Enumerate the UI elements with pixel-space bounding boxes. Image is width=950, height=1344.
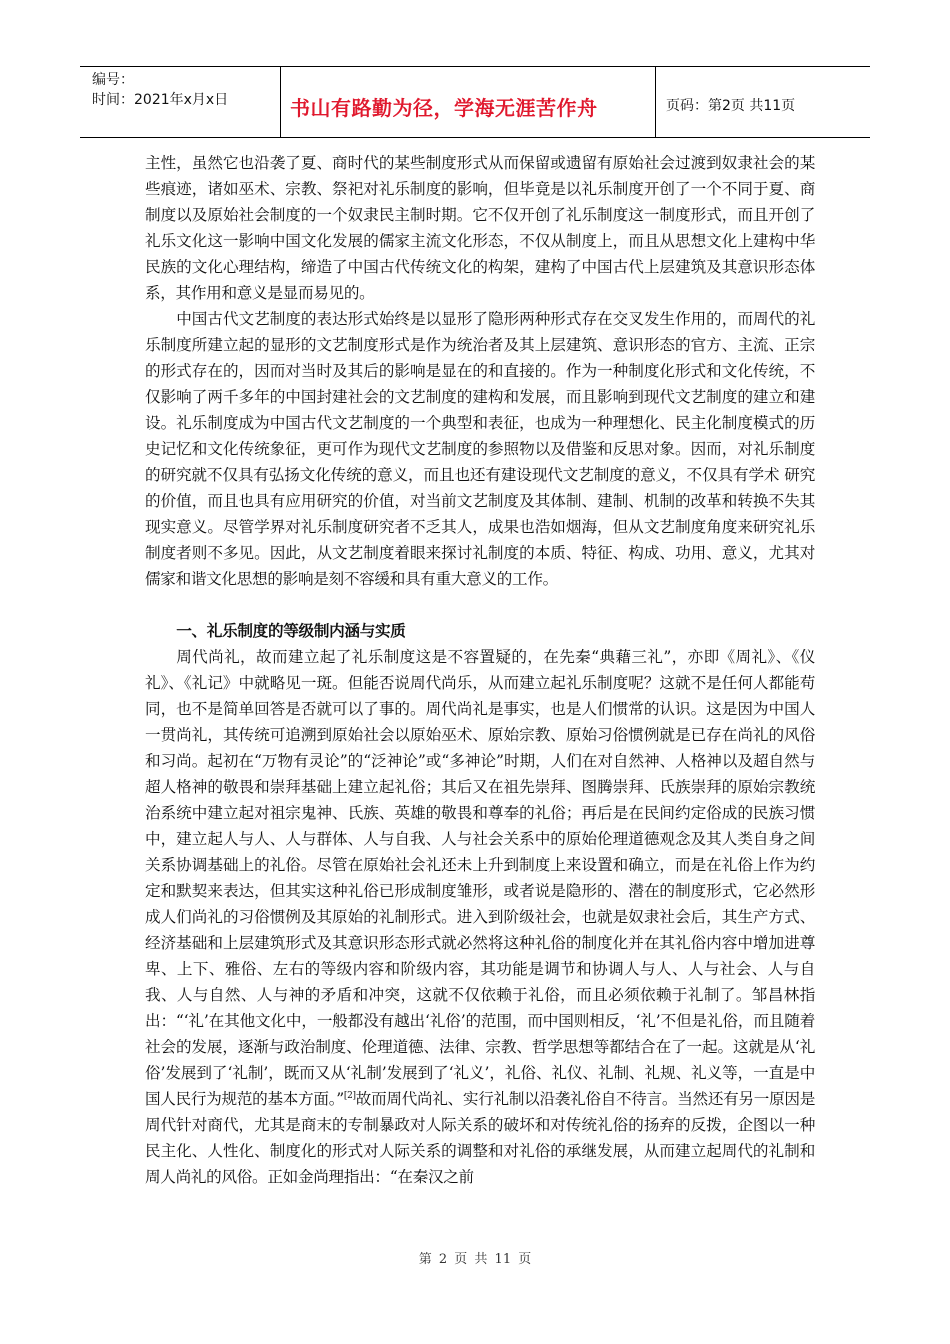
header-motto: 书山有路勤为径，学海无涯苦作舟 xyxy=(290,96,598,120)
section-heading: 一、礼乐制度的等级制内涵与实质 xyxy=(176,622,406,640)
header-time-label: 时间：2021年x月x日 xyxy=(92,92,229,108)
paragraph-literary-system: 中国古代文艺制度的表达形式始终是以显形了隐形两种形式存在交叉发生作用的，而周代的礼乐制度所建立起的显形的文艺制度形式是作为统治者及其上层建筑、意识形态的官方、主流、正宗的形式存在的，因而对当时及其后的影响是显在的和直接的。作为一种制度化形式和文化传统，不仅影响了两千多年的中国封建社会的文艺制度的建构和发展，而且影响到现代文艺制度的建立和建设。礼乐制度成为中国古代文艺制度的一个典型和表征，也成为一种理想化、民主化制度模式的历史记忆和文化传统象征，更可作为现代文艺制度的参照物以及借鉴和反思对象。因而，对礼乐制度的研究就不仅具有弘扬文化传统的意义，而且也还有建设现代文艺制度的意义，不仅具有学术 研究的价值，而且也具有应用研究的价值，对当前文艺制度及其体制、建制、机制的改革和转换不失其现实意义。尽管学界对礼乐制度研究者不乏其人，成果也浩如烟海，但从文艺制度角度来研究礼乐制度者则不多见。因此，从文艺制度着眼来探讨礼制度的本质、特征、构成、功用、意义，尤其对儒家和谐文化思想的影响是刻不容缓和具有重大意义的工作。 xyxy=(145,310,815,588)
page-footer: 第 2 页 共 11 页 xyxy=(418,1252,532,1267)
citation-marker: [2] xyxy=(343,1091,356,1101)
header-top-rule xyxy=(80,66,870,67)
paragraph-continued: 主性，虽然它也沿袭了夏、商时代的某些制度形式从而保留或遗留有原始社会过渡到奴隶社会的某些痕迹，诸如巫术、宗教、祭祀对礼乐制度的影响，但毕竟是以礼乐制度开创了一个不同于夏、商制度以及原始社会制度的一个奴隶民主制时期。它不仅开创了礼乐制度这一制度形式，而且开创了礼乐文化这一影响中国文化发展的儒家主流文化形态，不仅从制度上，而且从思想文化上建构中华民族的文化心理结构，缔造了中国古代传统文化的构架，建构了中国古代上层建筑及其意识形态体系，其作用和意义是显而易见的。 xyxy=(145,154,815,302)
header-number-label: 编号： xyxy=(92,72,134,88)
section-paragraph xyxy=(145,644,815,1190)
header-divider-right xyxy=(655,66,656,138)
header-page-info: 页码：第2页 共11页 xyxy=(666,98,796,114)
document-body xyxy=(145,150,815,1190)
header-bottom-rule xyxy=(80,137,870,138)
section-paragraph-text: 周代尚礼，故而建立起了礼乐制度这是不容置疑的，在先秦“典藉三礼”，亦即《周礼》、《仪礼》、《礼记》中就略见一斑。但能否说周代尚乐，从而建立起礼乐制度呢？这就不是任何人都能苟同，也不是简单回答是否就可以了事的。周代尚礼是事实，也是人们惯常的认识。这是因为中国人一贯尚礼，其传统可追溯到原始社会以原始巫术、原始宗教、原始习俗惯例就是已存在尚礼的风俗和习尚。起初在“万物有灵论”的“泛神论”或“多神论”时期，人们在对自然神、人格神以及超自然与超人格神的敬畏和崇拜基础上建立起礼俗；其后又在祖先崇拜、图腾崇拜、氏族崇拜的原始宗教统治系统中建立起对祖宗鬼神、氏族、英雄的敬畏和尊奉的礼俗；再后是在民间约定俗成的民族习惯中，建立起人与人、人与群体、人与自我、人与社会关系中的原始伦理道德观念及其人类自身之间关系协调基础上的礼俗。尽管在原始社会礼还未上升到制度上来设置和确立，而是在礼俗上作为约定和默契来表达，但其实这种礼俗已形成制度雏形，或者说是隐形的、潜在的制度形式，它必然形成人们尚礼的习俗惯例及其原始的礼制形式。进入到阶级社会，也就是奴隶社会后，其生产方式、经济基础和上层建筑形式及其意识形态形式就必然将这种礼俗的制度化并在其礼俗内容中增加进尊卑、上下、雅俗、左右的等级内容和阶级内容，其功能是调节和协调人与人、人与社会、人与自我、人与自然、人与神的矛盾和冲突，这就不仅依赖于礼俗，而且必须依赖于礼制了。邹昌林指出：“‘礼’在其他文化中，一般都没有越出‘礼俗’的范围，而中国则相反，‘礼’不但是礼俗，而且随着社会的发展，逐渐与政治制度、伦理道德、法律、宗教、哲学思想等都结合在了一起。这就是从‘礼俗’发展到了‘礼制’，既而又从‘礼制’发展到了‘礼义’，礼俗、礼仪、礼制、礼规、礼义等，一直是中国人民行为规范的基本方面。” xyxy=(145,648,815,1108)
header-meta xyxy=(92,70,277,110)
header-divider-left xyxy=(280,66,281,138)
section-paragraph-text-cont: 故而周代尚礼、实行礼制以沿袭礼俗自不待言。当然还有另一原因是周代针对商代，尤其是商末的专制暴政对人际关系的破坏和对传统礼俗的扬弃的反拨，企图以一种民主化、人性化、制度化的形式对人际关系的调整和对礼俗的承继发展，从而建立起周代的礼制和周人尚礼的风俗。正如金尚理指出：“在秦汉之前 xyxy=(145,1090,815,1186)
